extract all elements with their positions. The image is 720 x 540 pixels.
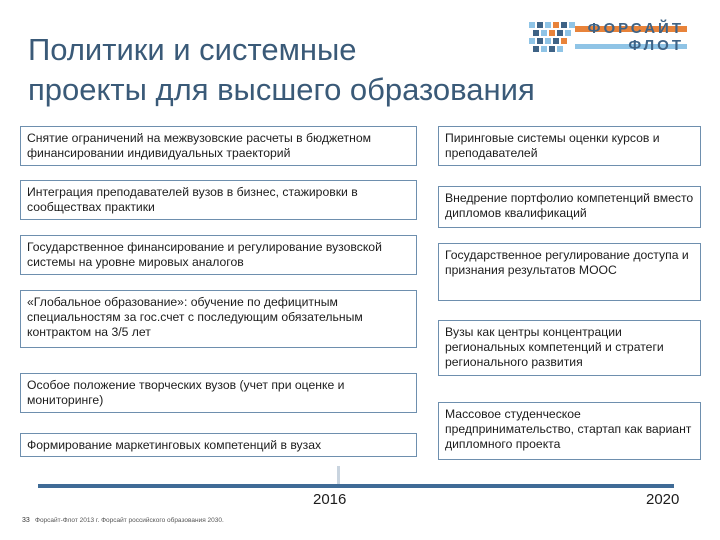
policy-item [20, 180, 417, 220]
project-item [438, 186, 701, 228]
timeline-line [38, 484, 674, 488]
project-item-text: Внедрение портфолио компетенций вместо дипломов квалификаций [445, 191, 694, 220]
slide-title [28, 30, 535, 110]
policy-item-text: Государственное финансирование и регулирование вузовской системы на уровне мировых аналогов [27, 240, 382, 269]
logo-line-2: ФЛОТ [628, 37, 684, 54]
project-item-text: Государственное регулирование доступа и признания результатов МООС [445, 248, 689, 277]
year-end: 2020 [646, 491, 680, 508]
page-number: 33 [22, 517, 30, 524]
policy-item [20, 235, 417, 275]
project-item-text: Массовое студенческое предпринимательство, стартап как вариант дипломного проекта [445, 407, 692, 451]
logo-line-1: ФОРСАЙТ [587, 20, 684, 37]
policy-item [20, 126, 417, 166]
title-line-2: проекты для высшего образования [28, 72, 535, 107]
logo-text [584, 20, 684, 54]
title-line-1: Политики и системные [28, 32, 357, 67]
policy-item-text: Интеграция преподавателей вузов в бизнес, стажировки в сообществах практики [27, 185, 358, 214]
project-item-text: Вузы как центры концентрации региональных компетенций и стратеги регионального развития [445, 325, 664, 369]
logo-pixel-mark [529, 22, 575, 52]
policy-item-text: Снятие ограничений на межвузовские расчеты в бюджетном финансировании индивидуальных траекторий [27, 131, 371, 160]
policy-item-text: Формирование маркетинговых компетенций в вузах [27, 438, 322, 452]
source-footnote: Форсайт-Флот 2013 г. Форсайт российского образования 2030. [35, 517, 224, 524]
project-item [438, 402, 701, 460]
project-item [438, 243, 701, 301]
policy-item-text: «Глобальное образование»: обучение по дефицитным специальностям за гос.счет с последующим обязательным контрактом на 3/5 лет [27, 295, 363, 339]
project-item-text: Пиринговые системы оценки курсов и преподавателей [445, 131, 660, 160]
project-item [438, 320, 701, 376]
policy-item [20, 290, 417, 348]
year-start: 2016 [313, 491, 347, 508]
policy-item-text: Особое положение творческих вузов (учет при оценке и мониторинге) [27, 378, 345, 407]
policy-item [20, 433, 417, 457]
policy-item [20, 373, 417, 413]
project-item [438, 126, 701, 166]
